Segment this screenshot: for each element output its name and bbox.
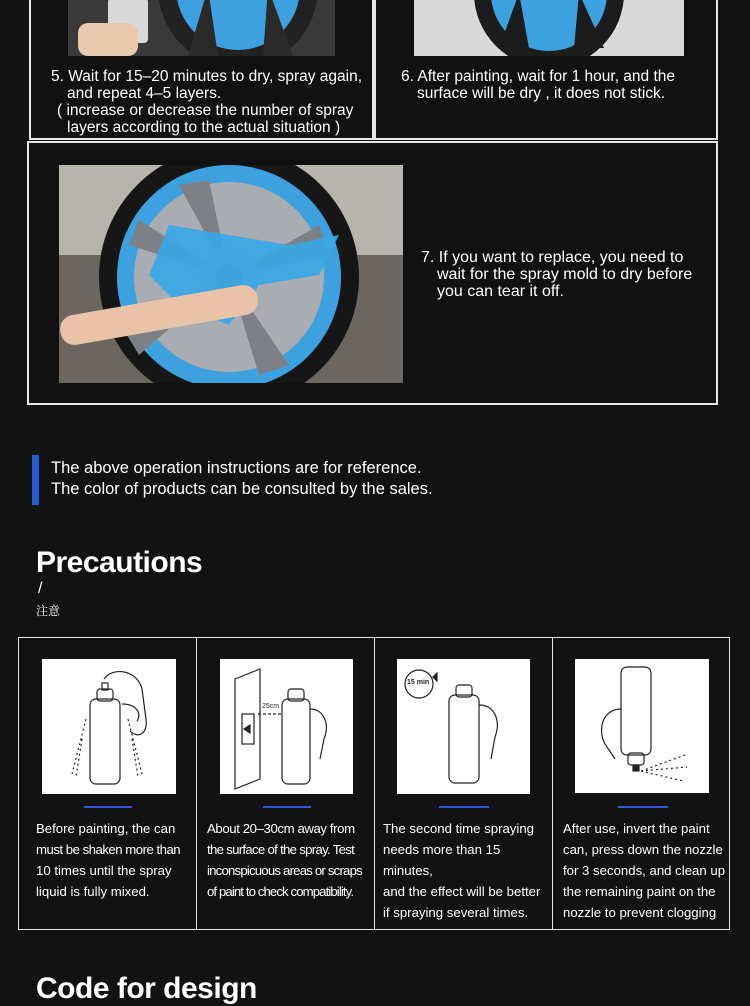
note-accent-bar xyxy=(32,455,39,505)
wheel-photo-icon xyxy=(68,0,335,56)
step-7-number: 7. xyxy=(421,249,435,266)
precautions-subtitle: 注意 xyxy=(36,604,61,618)
step-7-panel xyxy=(27,141,718,405)
precaution-image-2 xyxy=(220,659,353,794)
wheel-peel-photo-icon xyxy=(59,165,403,383)
step-5-panel xyxy=(29,0,374,140)
precaution-text-4: After use, invert the paint can, press down the nozzle for 3 seconds, and clean up the remaining paint on the nozzle to prevent clogging xyxy=(563,821,726,920)
step-7-text: 7. If you want to replace, you need to wait for the spray mold to dry before you can tear it off. xyxy=(421,249,693,300)
card-accent-rule xyxy=(263,806,311,808)
precaution-card-4 xyxy=(552,637,730,930)
precautions-separator: / xyxy=(38,580,43,597)
card-accent-rule xyxy=(84,806,132,808)
precaution-image-3 xyxy=(397,659,530,794)
precaution-image-4 xyxy=(575,659,709,793)
note-line-2: The color of products can be consulted by the sales. xyxy=(51,480,433,498)
invert-can-icon xyxy=(575,659,709,793)
precaution-text-2: About 20–30cm away from the surface of the spray. Test inconspicuous areas or scraps of paint to check compatibility. xyxy=(207,821,362,899)
step-6-number: 6. xyxy=(401,68,414,85)
step-6-photo xyxy=(414,0,684,56)
precaution-text-1: Before painting, the can must be shaken more than 10 times until the spray liquid is fully mixed. xyxy=(36,821,181,899)
step-5-number: 5. xyxy=(51,68,64,85)
card-accent-rule xyxy=(618,806,668,808)
precaution-image-1 xyxy=(42,659,176,794)
step-6-panel xyxy=(374,0,718,140)
timer-badge: 15 min xyxy=(407,679,430,686)
spray-distance-icon xyxy=(220,659,353,794)
precaution-text-3: The second time spraying needs more than 15 minutes, and the effect will be better if spraying several times. xyxy=(383,821,541,920)
wheel-photo-icon xyxy=(414,0,684,56)
shake-can-icon xyxy=(42,659,176,794)
precaution-card-2 xyxy=(196,637,375,930)
note-line-1: The above operation instructions are for reference. xyxy=(51,459,422,477)
step-7-photo xyxy=(59,165,403,383)
step-5-photo xyxy=(68,0,335,56)
step-5-text: 5. Wait for 15–20 minutes to dry, spray again, and repeat 4–5 layers. ( increase or decrease the number of spray layers according to the actual situation ) xyxy=(51,68,363,136)
precaution-card-1 xyxy=(18,637,197,930)
distance-badge: 25cm xyxy=(262,703,280,710)
precautions-title: Precautions xyxy=(36,546,203,579)
precaution-card-3 xyxy=(374,637,553,930)
step-6-text: 6. After painting, wait for 1 hour, and the surface will be dry , it does not stick. xyxy=(401,68,676,102)
reference-note xyxy=(51,458,433,500)
next-section-title: Code for design xyxy=(36,972,257,1005)
card-accent-rule xyxy=(439,806,489,808)
